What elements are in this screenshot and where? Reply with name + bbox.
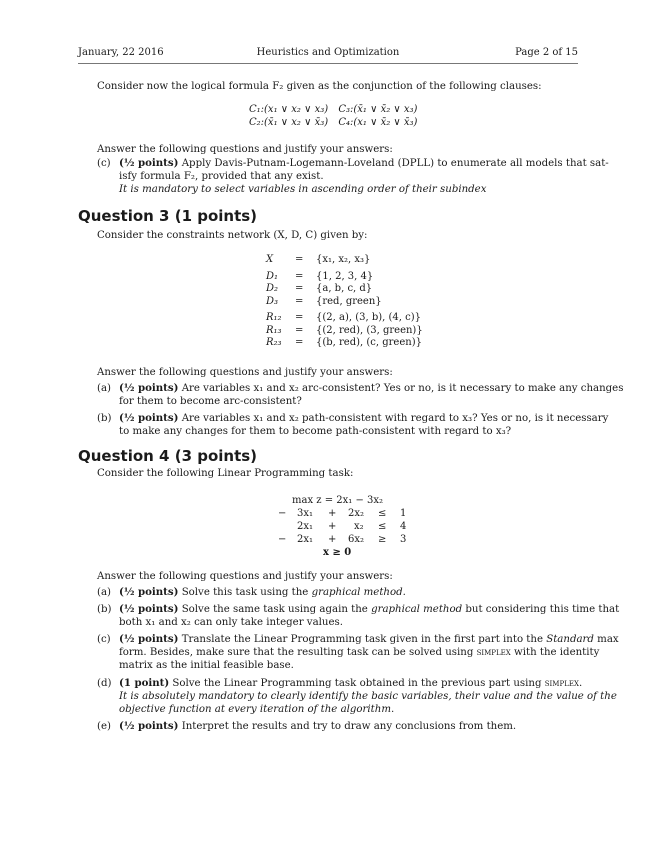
item-text: Solve this task using the [178, 587, 312, 598]
network-rel: = [295, 283, 304, 294]
network-lhs: R₂₃ [266, 337, 282, 348]
item-text-cont: both x₁ and x₂ can only take integer values. [119, 617, 343, 628]
answer-prompt: Answer the following questions and justify your answers: [97, 367, 393, 378]
network-rhs: {a, b, c, d} [316, 283, 373, 294]
network-rhs: {red, green} [316, 295, 382, 307]
item-text-end: max [593, 634, 619, 645]
item-label: (b) [97, 604, 112, 615]
item-text: Solve the Linear Programming task obtained in the previous part using [169, 678, 545, 689]
question-3-title: Question 3 (1 points) [78, 207, 258, 225]
network-lhs: R₁₃ [266, 324, 282, 336]
lp-op: + [328, 508, 337, 519]
question-4d [97, 677, 617, 716]
lp-nonnegativity: x ≥ 0 [323, 547, 352, 558]
network-rhs: {x₁, x₂, x₃} [316, 254, 371, 265]
network-lhs: D₁ [266, 270, 279, 282]
question-3b [97, 412, 609, 438]
question-4c [97, 633, 619, 672]
formula-intro: Consider now the logical formula F₂ given as the conjunction of the following clauses: [97, 81, 542, 92]
lp-objective: max z = 2x₁ − 3x₂ [292, 495, 384, 506]
question-2c [97, 157, 609, 196]
lp-rhs: 4 [400, 521, 407, 532]
network-rhs: {(2, red), (3, green)} [316, 324, 423, 336]
lp-term: 6x₂ [348, 534, 365, 545]
item-label: (a) [97, 383, 112, 394]
item-points: (½ points) [119, 603, 179, 615]
lp-sign: − [278, 508, 287, 519]
header-rule [78, 63, 578, 64]
item-text: Translate the Linear Programming task given in the first part into the [178, 634, 547, 645]
network-lhs: D₂ [266, 283, 279, 294]
item-note: It is absolutely mandatory to clearly identify the basic variables, their value and the value of the [119, 691, 617, 702]
lp-term: 2x₁ [297, 534, 314, 545]
item-points: (½ points) [119, 633, 179, 645]
item-points: (½ points) [119, 157, 179, 169]
item-text-end: but considering this time that [462, 604, 620, 615]
item-text: Apply Davis-Putnam-Logemann-Loveland (DPLL) to enumerate all models that sat- [178, 158, 609, 169]
network-lhs: X [266, 254, 274, 265]
network-rhs: {1, 2, 3, 4} [316, 270, 374, 282]
network-rel: = [295, 337, 304, 348]
item-label: (c) [97, 158, 111, 169]
answer-prompt: Answer the following questions and justify your answers: [97, 571, 393, 582]
item-points: (½ points) [119, 720, 179, 732]
clauses-block [249, 103, 429, 129]
item-label: (e) [97, 721, 111, 732]
item-text-cont: to make any changes for them to become path-consistent with regard to x₃? [119, 426, 512, 437]
item-label: (b) [97, 413, 112, 424]
item-label: (c) [97, 634, 111, 645]
network-rhs: {(b, red), (c, green)} [316, 337, 422, 348]
network-lhs: R₁₂ [266, 312, 282, 323]
question-4a [97, 586, 579, 599]
item-smallcaps: simplex [476, 647, 511, 658]
item-note: It is mandatory to select variables in ascending order of their subindex [119, 184, 487, 195]
header-page-number: Page 2 of 15 [515, 47, 578, 58]
item-text-cont-end: with the identity [510, 647, 600, 658]
item-text-cont: form. Besides, make sure that the resulting task can be solved using [119, 647, 477, 658]
clause-c2: C₂:(x̄₁ ∨ x₂ ∨ x̄₃) [249, 117, 329, 128]
network-rel: = [295, 312, 304, 323]
lp-relation: ≤ [378, 521, 387, 532]
item-emphasis: graphical method [371, 604, 463, 615]
network-rel: = [295, 324, 304, 336]
question-4-title: Question 4 (3 points) [78, 447, 258, 465]
page-header [78, 46, 578, 60]
lp-problem [278, 494, 418, 559]
question-4e [97, 720, 579, 733]
clause-c1: C₁:(x₁ ∨ x₂ ∨ x₃) [249, 104, 329, 115]
question-4b [97, 603, 620, 629]
lp-term: 2x₁ [297, 521, 314, 532]
clause-c3: C₃:(x̄₁ ∨ x̄₂ ∨ x₃) [338, 104, 418, 115]
clause-c4: C₄:(x₁ ∨ x̄₂ ∨ x̄₃) [338, 117, 418, 128]
item-smallcaps: simplex [544, 678, 579, 689]
lp-rhs: 3 [400, 534, 407, 545]
lp-term: 2x₂ [348, 508, 365, 519]
lp-term: x₂ [354, 521, 364, 532]
network-rel: = [295, 295, 304, 307]
header-course: Heuristics and Optimization [256, 47, 400, 58]
item-text-cont: isfy formula F₂, provided that any exist. [119, 171, 324, 182]
network-rel: = [295, 270, 304, 282]
item-points: (½ points) [119, 586, 179, 598]
answer-prompt: Answer the following questions and justify your answers: [97, 144, 393, 155]
lp-op: + [328, 521, 337, 532]
item-text: Solve the same task using again the [178, 604, 372, 615]
item-text: Are variables x₁ and x₂ path-consistent with regard to x₃? Yes or no, is it necessary [178, 413, 609, 424]
item-points: (½ points) [119, 412, 179, 424]
question-3a [97, 382, 624, 408]
network-rel: = [295, 254, 304, 265]
lp-relation: ≥ [378, 534, 387, 545]
lp-op: + [328, 534, 337, 545]
network-rhs: {(2, a), (3, b), (4, c)} [316, 312, 421, 323]
question-3-intro: Consider the constraints network (X, D, C) given by: [97, 230, 368, 241]
item-points: (1 point) [119, 677, 170, 689]
item-label: (a) [97, 587, 112, 598]
item-emphasis: graphical method [311, 587, 403, 598]
constraints-network [266, 254, 436, 350]
item-text: Are variables x₁ and x₂ arc-consistent? Yes or no, is it necessary to make any changes [178, 383, 624, 394]
header-date: January, 22 2016 [78, 47, 164, 58]
item-note: objective function at every iteration of the algorithm. [119, 704, 395, 715]
item-text-end: . [402, 587, 406, 598]
item-emphasis: Standard [546, 634, 594, 645]
item-points: (½ points) [119, 382, 179, 394]
item-text-cont: for them to become arc-consistent? [119, 396, 302, 407]
network-lhs: D₃ [266, 295, 279, 307]
lp-term: 3x₁ [297, 508, 314, 519]
item-text-cont: matrix as the initial feasible base. [119, 660, 294, 671]
lp-relation: ≤ [378, 508, 387, 519]
question-4-intro: Consider the following Linear Programming task: [97, 468, 354, 479]
item-text: Interpret the results and try to draw any conclusions from them. [178, 721, 517, 732]
lp-rhs: 1 [400, 508, 407, 519]
item-label: (d) [97, 678, 112, 689]
item-text-end: . [578, 678, 583, 689]
lp-sign: − [278, 534, 287, 545]
